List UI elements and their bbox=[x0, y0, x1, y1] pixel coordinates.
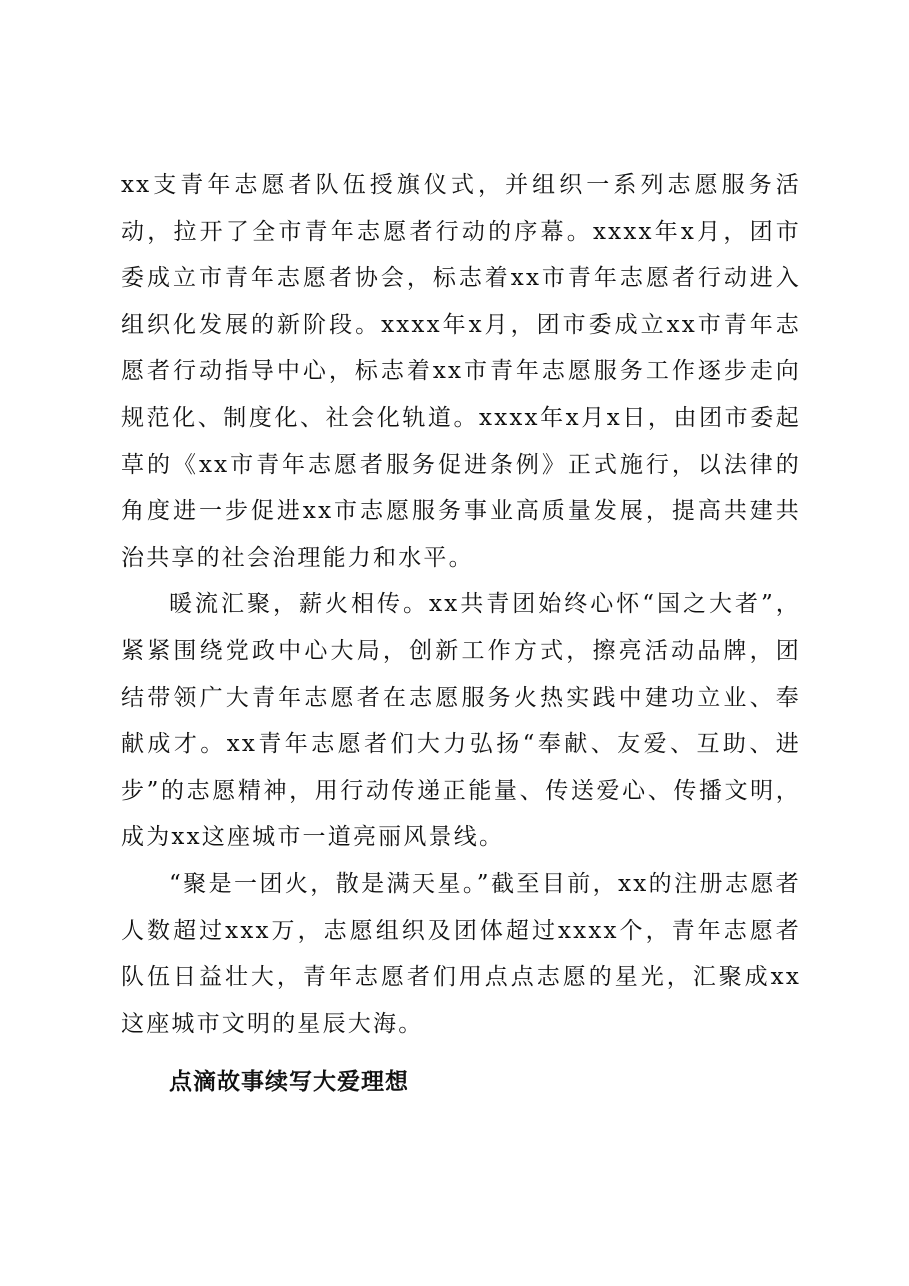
document-body bbox=[121, 162, 801, 1105]
section-heading: 点滴故事续写大爱理想 bbox=[169, 1069, 409, 1096]
paragraph-gathering-stars: “聚是一团火，散是满天星。”截至目前，xx的注册志愿者人数超过xxx万，志愿组织及团体超过xxxx个，青年志愿者队伍日益壮大，青年志愿者们用点点志愿的星光，汇聚成xx这座城市文明的星辰大海。 bbox=[121, 870, 801, 1037]
paragraph-continued: xx支青年志愿者队伍授旗仪式，并组织一系列志愿服务活动，拉开了全市青年志愿者行动的序幕。xxxx年x月，团市委成立市青年志愿者协会，标志着xx市青年志愿者行动进入组织化发展的新阶段。xxxx年x月，团市委成立xx市青年志愿者行动指导中心，标志着xx市青年志愿服务工作逐步走向规范化、制度化、社会化轨道。xxxx年x月x日，由团市委起草的《xx市青年志愿者服务促进条例》正式施行，以法律的角度进一步促进xx市志愿服务事业高质量发展，提高共建共治共享的社会治理能力和水平。 bbox=[121, 172, 801, 571]
paragraph-warm-current: 暖流汇聚，薪火相传。xx共青团始终心怀“国之大者”，紧紧围绕党政中心大局，创新工作方式，擦亮活动品牌，团结带领广大青年志愿者在志愿服务火热实践中建功立业、奉献成才。xx青年志愿者们大力弘扬“奉献、友爱、互助、进步”的志愿精神，用行动传递正能量、传送爱心、传播文明，成为xx这座城市一道亮丽风景线。 bbox=[121, 591, 801, 851]
